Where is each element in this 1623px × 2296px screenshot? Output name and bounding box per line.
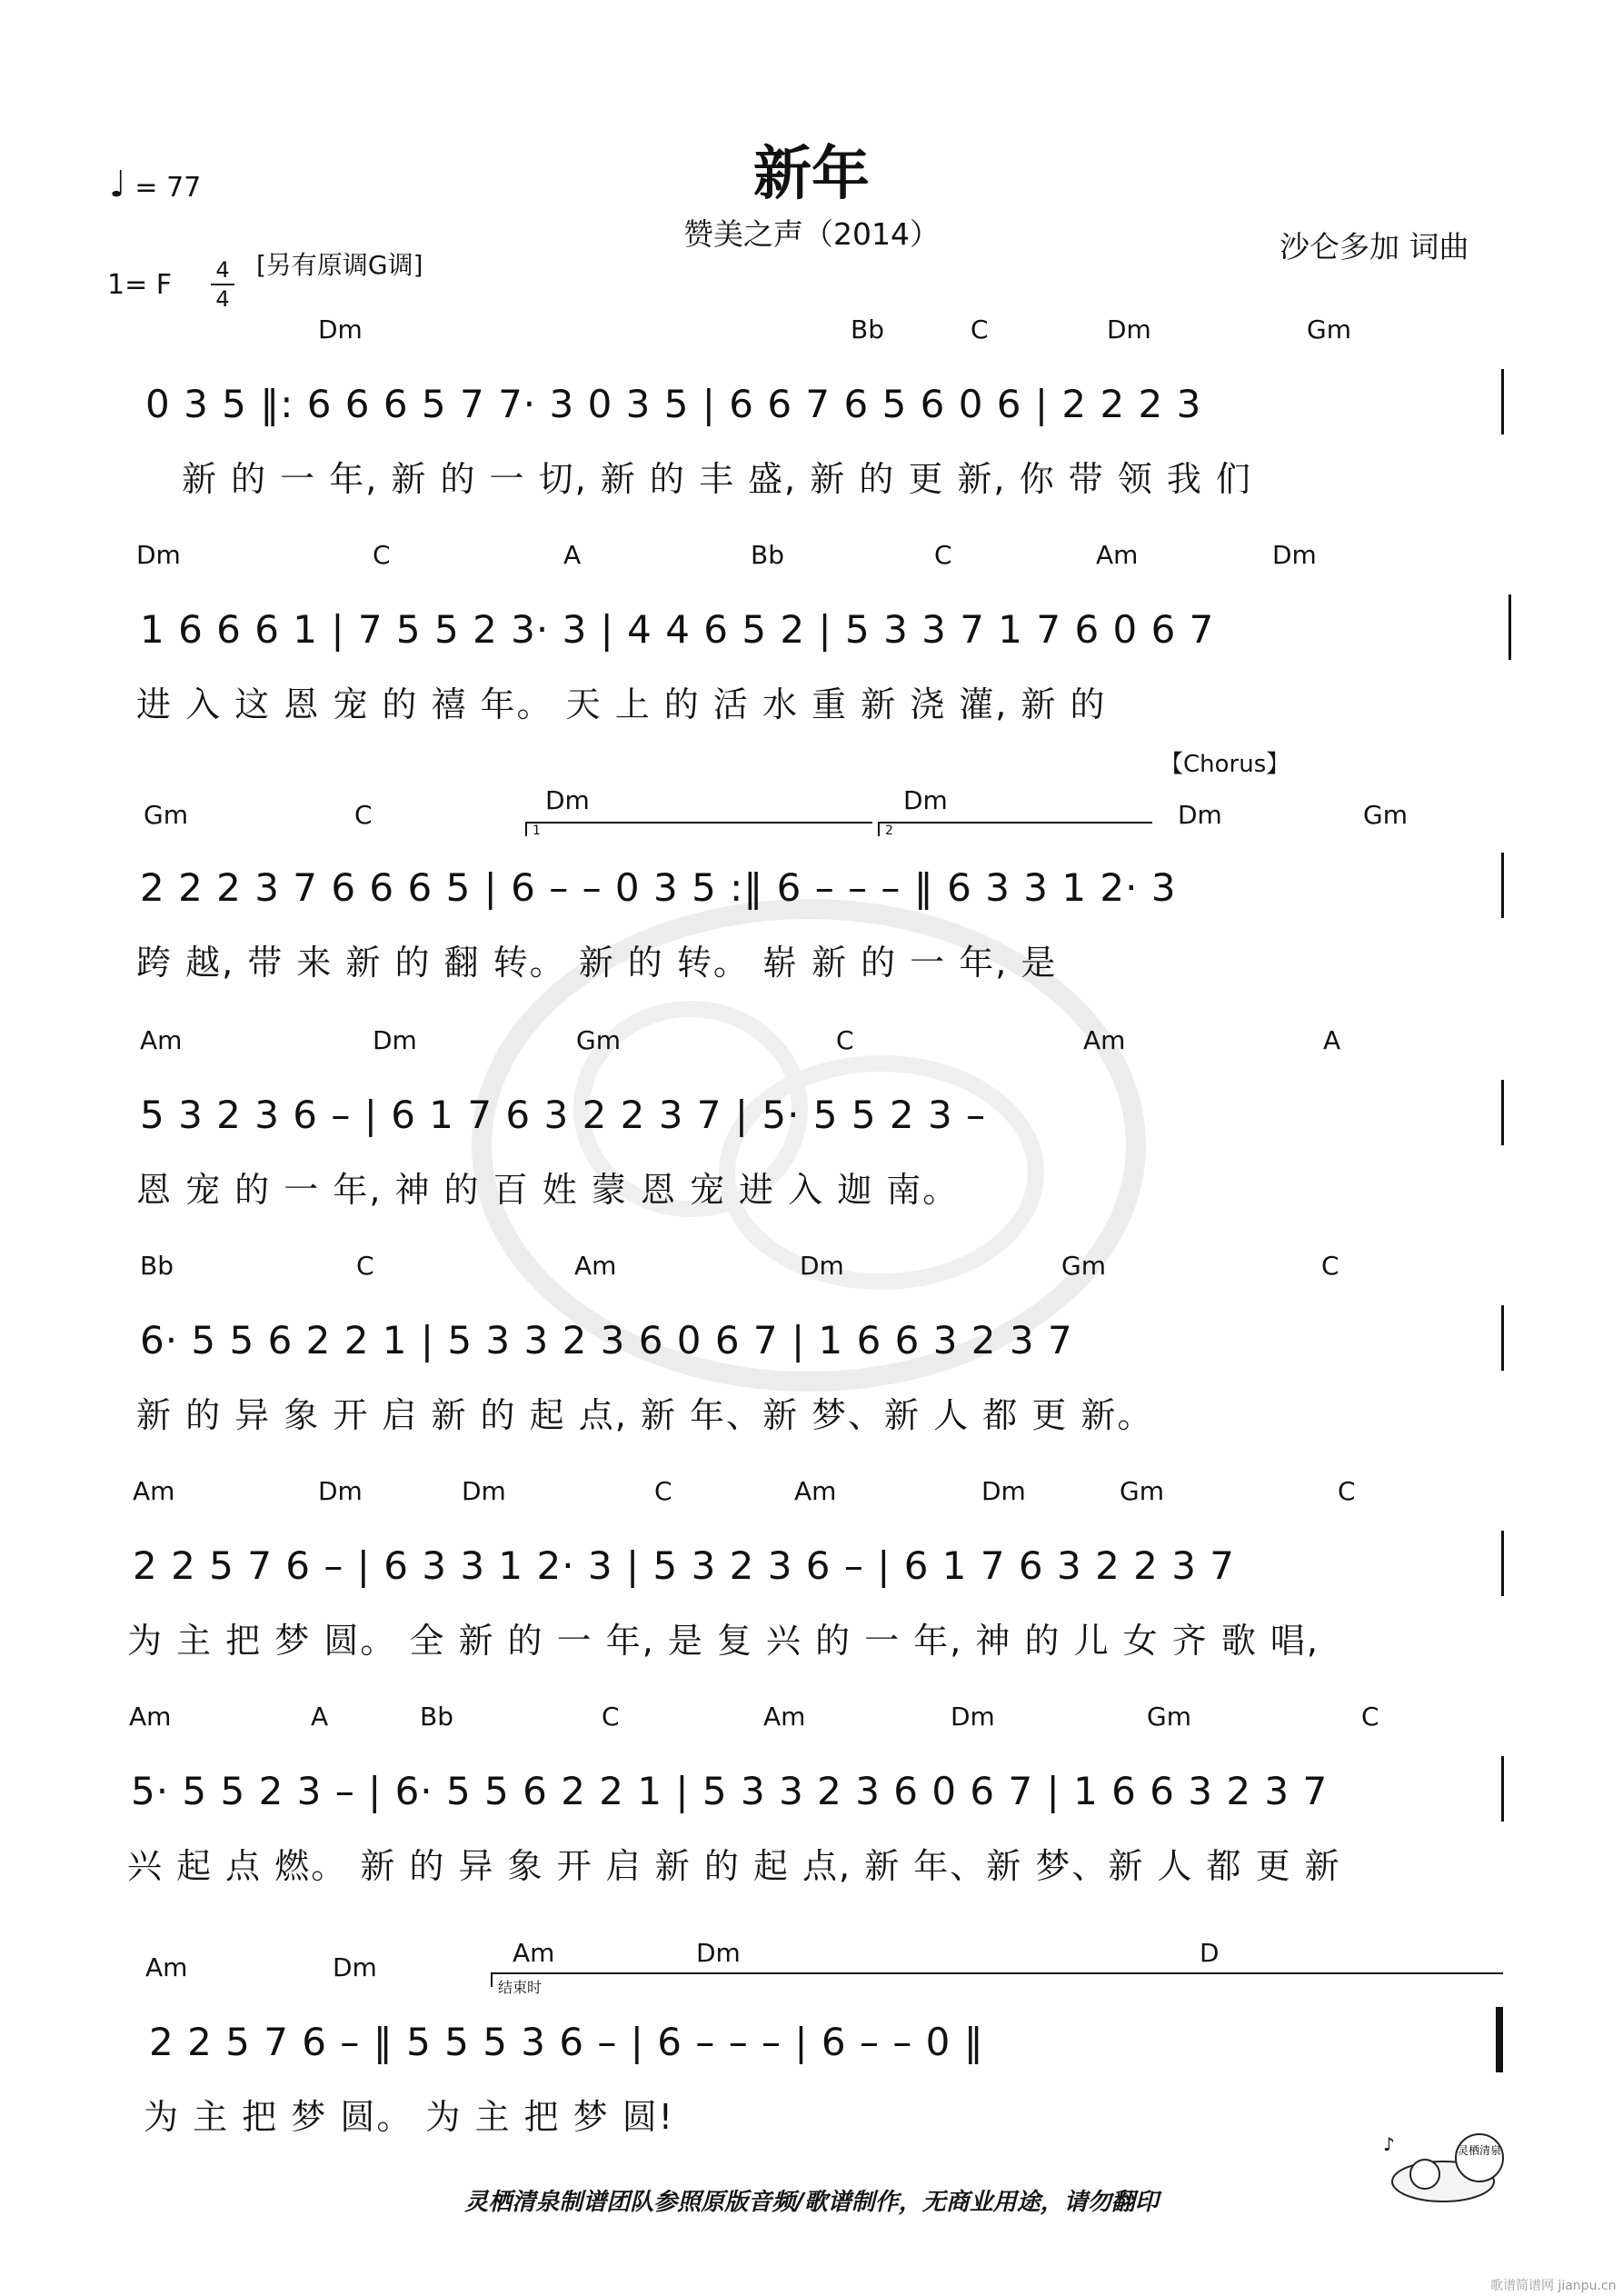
- chord-symbol: C: [836, 1025, 854, 1055]
- svg-text:灵栖清泉: 灵栖清泉: [1457, 2144, 1502, 2157]
- chord-symbol: Gm: [1061, 1251, 1106, 1281]
- chord-symbol: Dm: [1272, 540, 1317, 570]
- chord-symbol: C: [654, 1476, 672, 1506]
- end-barline: [1501, 853, 1504, 918]
- chord-symbol: C: [1361, 1702, 1379, 1732]
- lyrics-line: 新 的 异 象 开 启 新 的 起 点, 新 年、新 梦、新 人 都 更 新。: [136, 1395, 1154, 1435]
- chord-symbol: Am: [513, 1938, 555, 1968]
- chord-symbol: Gm: [144, 800, 188, 830]
- end-barline: [1501, 1531, 1504, 1596]
- key-signature: 1= F: [107, 269, 173, 301]
- chord-symbol: Dm: [981, 1476, 1026, 1506]
- copyright-footer: 灵栖清泉制谱团队参照原版音频/歌谱制作，无商业用途，请勿翻印: [464, 2189, 1159, 2216]
- notation-line: 2 2 5 7 6 – ‖ 5 5 5 3 6 – | 6 – – – | 6 – – 0 ‖: [149, 2020, 984, 2064]
- chord-symbol: Gm: [576, 1025, 621, 1055]
- notation-line: 5 3 2 3 6 – | 6 1 7 6 3 2 2 3 7 | 5· 5 5 2 3 –: [140, 1093, 987, 1137]
- final-barline: [1496, 2007, 1503, 2072]
- song-subtitle: 赞美之声（2014）: [683, 216, 940, 252]
- chord-symbol: Am: [574, 1251, 617, 1281]
- end-barline: [1508, 594, 1511, 660]
- lyrics-line: 兴 起 点 燃。 新 的 异 象 开 启 新 的 起 点, 新 年、新 梦、新 人 都 更 新: [127, 1846, 1341, 1886]
- chord-symbol: Am: [794, 1476, 837, 1506]
- chord-symbol: Dm: [800, 1251, 844, 1281]
- chord-symbol: Gm: [1307, 314, 1351, 344]
- lyrics-line: 为 主 把 梦 圆。 为 主 把 梦 圆!: [144, 2097, 674, 2137]
- chord-symbol: C: [356, 1251, 374, 1281]
- score-system-7: [0, 1702, 1623, 1886]
- score-system-6: [0, 1476, 1623, 1661]
- end-barline: [1501, 1305, 1504, 1371]
- chord-symbol: Am: [140, 1025, 183, 1055]
- chord-symbol: Dm: [903, 785, 948, 815]
- time-signature-bottom: 4: [215, 286, 230, 312]
- chord-symbol: D: [1200, 1938, 1220, 1968]
- end-barline: [1501, 369, 1504, 434]
- notation-line: 6· 5 5 6 2 2 1 | 5 3 3 2 3 6 0 6 7 | 1 6 6 3 2 3 7: [140, 1318, 1073, 1363]
- score-system-2: [0, 540, 1623, 722]
- chord-symbol: Dm: [545, 785, 590, 815]
- chord-symbol: C: [1321, 1251, 1339, 1281]
- lyrics-line: 新 的 一 年, 新 的 一 切, 新 的 丰 盛, 新 的 更 新, 你 带 领 我 们: [182, 459, 1252, 499]
- tempo-value: = 77: [134, 172, 202, 204]
- tempo-marking: [109, 164, 201, 205]
- time-signature-top: 4: [211, 256, 234, 285]
- chord-symbol: C: [602, 1702, 620, 1732]
- lyrics-line: 为 主 把 梦 圆。 全 新 的 一 年, 是 复 兴 的 一 年, 神 的 儿 女 齐 歌 唱,: [127, 1621, 1319, 1661]
- chorus-label: 【Chorus】: [1160, 751, 1290, 778]
- time-signature: [211, 256, 234, 313]
- notation-line: 5· 5 5 2 3 – | 6· 5 5 6 2 2 1 | 5 3 3 2 3 6 0 6 7 | 1 6 6 3 2 3 7: [131, 1769, 1329, 1813]
- chord-symbol: A: [311, 1702, 329, 1732]
- chord-symbol: Dm: [1178, 800, 1222, 830]
- svg-text:♪: ♪: [1383, 2133, 1395, 2155]
- chord-symbol: C: [354, 800, 373, 830]
- end-barline: [1501, 1756, 1504, 1822]
- composer-credit: 沙仑多加 词曲: [1279, 229, 1469, 265]
- notation-line: 2 2 2 3 7 6 6 6 5 | 6 – – 0 3 5 :‖ 6 – – – ‖ 6 3 3 1 2· 3: [140, 865, 1177, 910]
- lyrics-line: 跨 越, 带 来 新 的 翻 转。 新 的 转。 崭 新 的 一 年, 是: [136, 943, 1058, 983]
- volta-bracket-2: 2: [878, 822, 1152, 836]
- score-system-1: [0, 314, 1623, 499]
- chord-symbol: Dm: [136, 540, 181, 570]
- chord-symbol: Bb: [751, 540, 784, 570]
- chord-symbol: Dm: [333, 1952, 377, 1982]
- notation-line: 2 2 5 7 6 – | 6 3 3 1 2· 3 | 5 3 2 3 6 – | 6 1 7 6 3 2 2 3 7: [133, 1543, 1236, 1588]
- volta-bracket-1: 1: [525, 822, 872, 836]
- chord-symbol: Bb: [140, 1251, 174, 1281]
- alternate-key-note: [另有原调G调]: [256, 250, 423, 280]
- chord-symbol: Am: [145, 1952, 188, 1982]
- score-system-3: [0, 751, 1623, 983]
- chord-symbol: Dm: [373, 1025, 417, 1055]
- coda-label: 结束时: [498, 1979, 543, 1996]
- lyrics-line: 恩 宠 的 一 年, 神 的 百 姓 蒙 恩 宠 进 入 迦 南。: [136, 1170, 960, 1210]
- chord-symbol: C: [971, 314, 989, 344]
- chord-symbol: A: [1323, 1025, 1341, 1055]
- chord-symbol: Am: [129, 1702, 172, 1732]
- site-watermark: 歌谱简谱网 jianpu.cn: [1490, 2279, 1617, 2293]
- chord-symbol: Am: [1096, 540, 1139, 570]
- score-system-5: [0, 1251, 1623, 1433]
- chord-symbol: Dm: [318, 1476, 363, 1506]
- chord-symbol: C: [1338, 1476, 1356, 1506]
- chord-symbol: Gm: [1147, 1702, 1191, 1732]
- chord-symbol: C: [934, 540, 952, 570]
- notation-line: 0 3 5 ‖: 6 6 6 5 7 7· 3 0 3 5 | 6 6 7 6 5 6 0 6 | 2 2 2 3: [145, 382, 1202, 426]
- chord-symbol: Am: [133, 1476, 175, 1506]
- chord-symbol: Gm: [1120, 1476, 1164, 1506]
- chord-symbol: C: [373, 540, 391, 570]
- score-system-4: [0, 1025, 1623, 1210]
- lyrics-line: 进 入 这 恩 宠 的 禧 年。 天 上 的 活 水 重 新 浇 灌, 新 的: [136, 684, 1107, 724]
- chord-symbol: A: [563, 540, 582, 570]
- quarter-note-icon: ♩: [109, 164, 126, 205]
- chord-symbol: Am: [763, 1702, 806, 1732]
- chord-symbol: Gm: [1363, 800, 1408, 830]
- chord-symbol: Bb: [851, 314, 884, 344]
- chord-symbol: Dm: [1107, 314, 1151, 344]
- end-barline: [1501, 1080, 1504, 1145]
- song-title: 新年: [753, 141, 870, 208]
- chord-symbol: Bb: [420, 1702, 453, 1732]
- notation-line: 1 6 6 6 1 | 7 5 5 2 3· 3 | 4 4 6 5 2 | 5 3 3 7 1 7 6 0 6 7: [140, 607, 1215, 652]
- chord-symbol: Dm: [318, 314, 363, 344]
- chord-symbol: Dm: [462, 1476, 506, 1506]
- score-system-8: [0, 1927, 1623, 2137]
- coda-bracket: [491, 1972, 1503, 1996]
- chord-symbol: Dm: [696, 1938, 741, 1968]
- chord-symbol: Am: [1083, 1025, 1126, 1055]
- chord-symbol: Dm: [951, 1702, 995, 1732]
